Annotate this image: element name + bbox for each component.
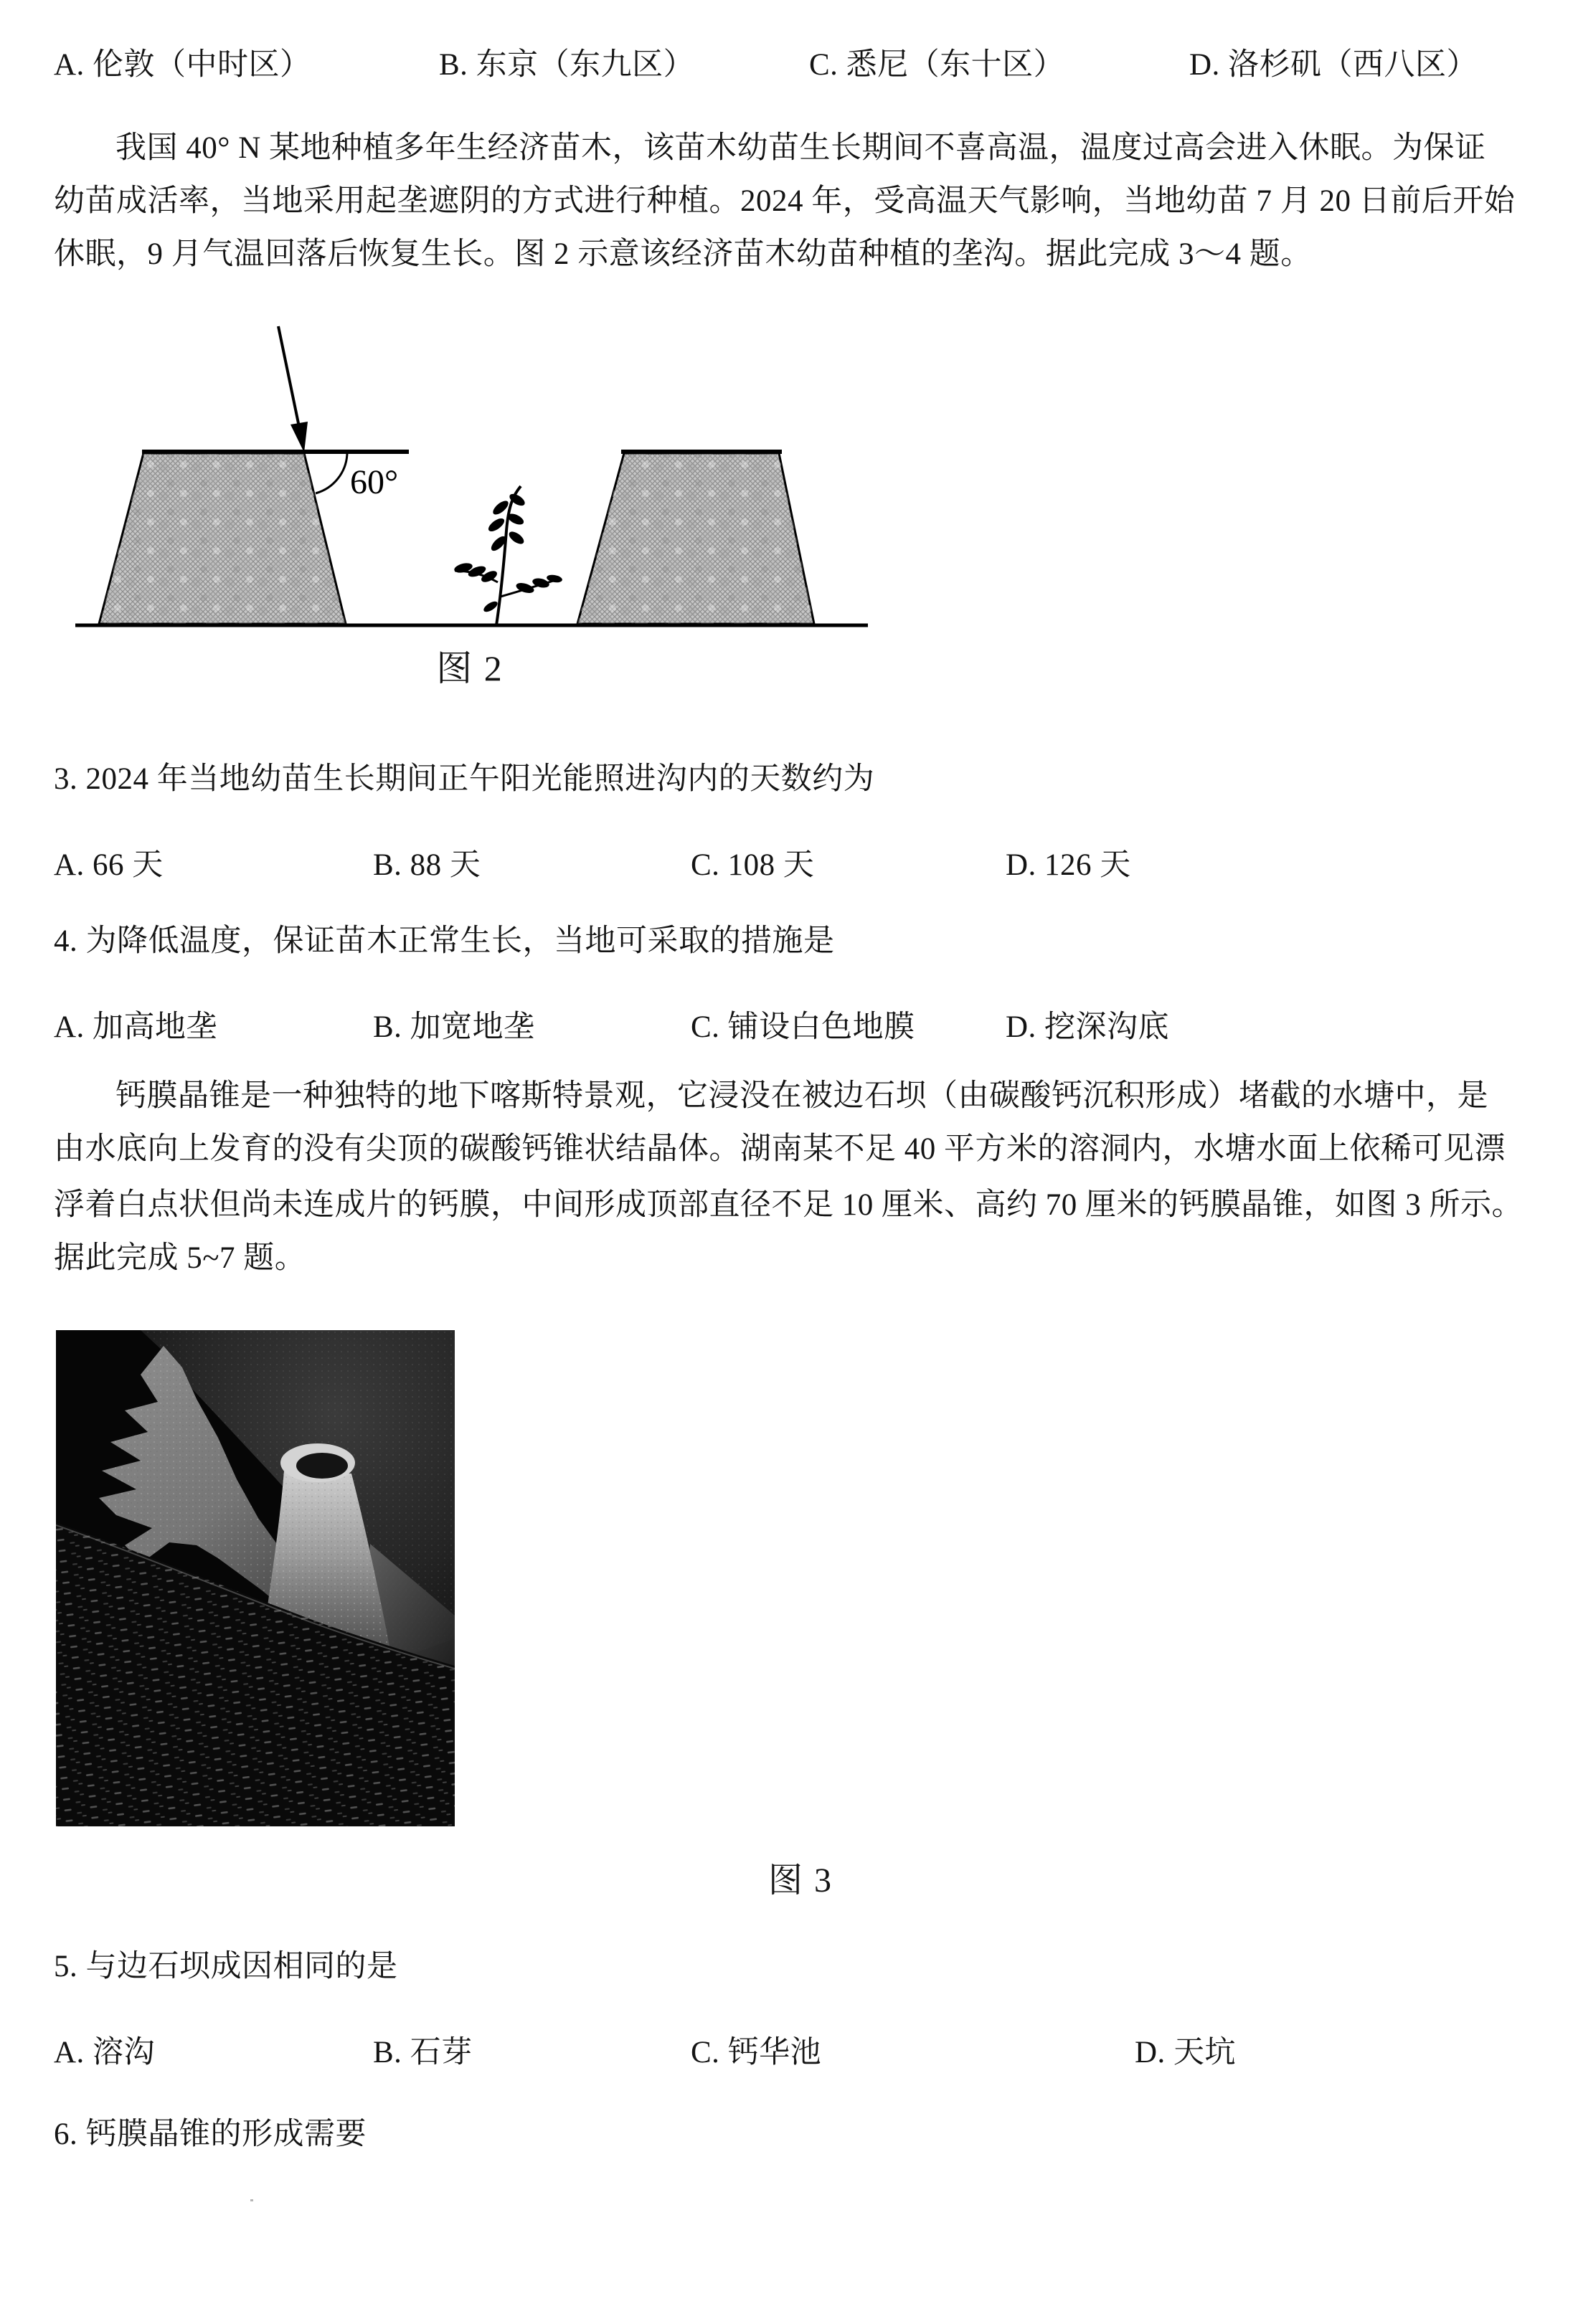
q2-option-c: C. 悉尼（东十区） — [809, 48, 1065, 82]
intro2-line3: 浮着白点状但尚未连成片的钙膜，中间形成顶部直径不足 10 厘米、高约 70 厘米的钙膜晶锥，如图 3 所示。 — [54, 1188, 1523, 1222]
q4-option-d: D. 挖深沟底 — [1006, 1010, 1170, 1044]
intro2-line2: 由水底向上发育的没有尖顶的碳酸钙锥状结晶体。湖南某不足 40 平方米的溶洞内，水塘水面上依稀可见漂 — [54, 1132, 1506, 1166]
q3-option-b: B. 88 天 — [373, 848, 481, 882]
q2-option-d: D. 洛杉矶（西八区） — [1189, 48, 1478, 82]
q5-option-d: D. 天坑 — [1135, 2036, 1237, 2069]
intro1-line3: 休眠，9 月气温回落后恢复生长。图 2 示意该经济苗木幼苗种植的垄沟。据此完成 3～4 题。 — [54, 237, 1312, 271]
sun-ray-arrow — [278, 326, 308, 452]
question-6-text: 6. 钙膜晶锥的形成需要 — [54, 2117, 367, 2151]
q4-option-a: A. 加高地垄 — [54, 1010, 218, 1044]
q3-option-d: D. 126 天 — [1006, 848, 1131, 882]
right-ridge — [577, 453, 814, 624]
intro1-line2: 幼苗成活率，当地采用起垄遮阴的方式进行种植。2024 年，受高温天气影响，当地幼苗 7 月 20 日前后开始 — [54, 184, 1516, 218]
question-4-text: 4. 为降低温度，保证苗木正常生长，当地可采取的措施是 — [54, 924, 835, 958]
intro1-line1: 我国 40° N 某地种植多年生经济苗木，该苗木幼苗生长期间不喜高温，温度过高会进入休眠。为保证 — [115, 131, 1486, 165]
question-5-text: 5. 与边石坝成因相同的是 — [54, 1950, 398, 1983]
intro2-line1: 钙膜晶锥是一种独特的地下喀斯特景观，它浸没在被边石坝（由碳酸钙沉积形成）堵截的水塘中，是 — [115, 1079, 1488, 1113]
angle-label: 60° — [350, 463, 399, 501]
q4-option-c: C. 铺设白色地膜 — [691, 1010, 915, 1044]
q5-option-c: C. 钙华池 — [691, 2036, 822, 2069]
figure3-caption: 图 3 — [767, 1861, 833, 1899]
scan-speck — [250, 2199, 253, 2201]
q5-option-b: B. 石芽 — [373, 2036, 473, 2069]
figure3-svg — [56, 1330, 455, 1826]
q2-option-b: B. 东京（东九区） — [439, 48, 695, 82]
intro2-line4: 据此完成 5~7 题。 — [54, 1241, 306, 1275]
figure3-photo — [56, 1330, 455, 1826]
angle-arc — [316, 453, 347, 493]
figure2-diagram — [57, 316, 882, 638]
q5-option-a: A. 溶沟 — [54, 2036, 156, 2069]
seedling-icon — [453, 486, 563, 625]
q4-option-b: B. 加宽地垄 — [373, 1010, 535, 1044]
left-ridge — [99, 453, 346, 624]
q3-option-c: C. 108 天 — [691, 848, 815, 882]
q3-option-a: A. 66 天 — [54, 848, 164, 882]
q2-option-a: A. 伦敦（中时区） — [54, 48, 311, 82]
question-3-text: 3. 2024 年当地幼苗生长期间正午阳光能照进沟内的天数约为 — [54, 762, 875, 796]
figure2-svg — [57, 316, 882, 638]
figure2-caption: 图 2 — [436, 648, 504, 688]
